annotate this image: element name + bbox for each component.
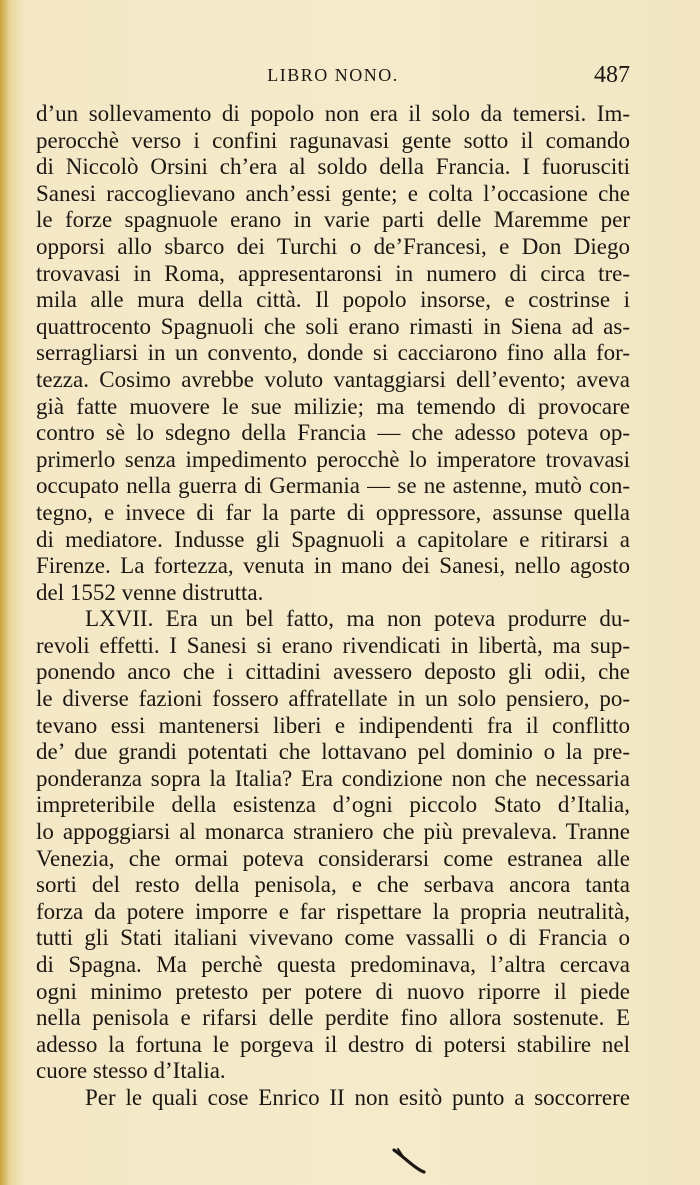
text-line: ponderanza sopra la Italia? Era condizione non che necessaria: [36, 765, 630, 791]
text-line: adesso la fortuna le porgeva il destro di potersi stabilire nel: [36, 1031, 630, 1057]
text-line: serragliarsi in un convento, donde si cacciarono fino alla for-: [36, 340, 630, 366]
text-line: revoli effetti. I Sanesi si erano rivendicati in libertà, ma sup-: [36, 632, 630, 658]
text-line: già fatte muovere le sue milizie; ma temendo di provocare: [36, 393, 630, 419]
text-line: tevano essi mantenersi liberi e indipendenti fra il conflitto: [36, 712, 630, 738]
text-line: trovavasi in Roma, appresentaronsi in numero di circa tre-: [36, 260, 630, 286]
text-line: tegno, e invece di far la parte di oppressore, assunse quella: [36, 499, 630, 525]
text-line: mila alle mura della città. Il popolo insorse, e costrinse i: [36, 287, 630, 313]
text-line: Venezia, che ormai poteva considerarsi come estranea alle: [36, 845, 630, 871]
text-line: nella penisola e rifarsi delle perdite fino allora sostenute. E: [36, 1005, 630, 1031]
text-line: lo appoggiarsi al monarca straniero che più prevaleva. Tranne: [36, 819, 630, 845]
text-line: Firenze. La fortezza, venuta in mano dei Sanesi, nello agosto: [36, 553, 630, 579]
page-number: 487: [594, 62, 630, 88]
text-line: impreteribile della esistenza d’ogni piccolo Stato d’Italia,: [36, 792, 630, 818]
text-line: quattrocento Spagnuoli che soli erano rimasti in Siena ad as-: [36, 313, 630, 339]
text-line: ponendo anco che i cittadini avessero deposto gli odii, che: [36, 659, 630, 685]
text-line: perocchè verso i confini ragunavasi gente sotto il comando: [36, 127, 630, 153]
text-line: primerlo senza impedimento perocchè lo imperatore trovavasi: [36, 446, 630, 472]
text-line: le diverse fazioni fossero affratellate in un solo pensiero, po-: [36, 686, 630, 712]
text-line: Sanesi raccoglievano anch’essi gente; e colta l’occasione che: [36, 180, 630, 206]
printer-mark-icon: [392, 1146, 426, 1176]
text-line: del 1552 venne distrutta.: [36, 579, 264, 605]
text-line: LXVII. Era un bel fatto, ma non poteva produrre du-: [85, 606, 630, 632]
text-line: de’ due grandi potentati che lottavano pel dominio o la pre-: [36, 739, 630, 765]
text-line: Per le quali cose Enrico II non esitò punto a soccorrere: [85, 1084, 630, 1110]
text-line: tutti gli Stati italiani vivevano come vassalli o di Francia o: [36, 925, 630, 951]
text-line: forza da potere imporre e far rispettare la propria neutralità,: [36, 898, 630, 924]
text-line: occupato nella guerra di Germania — se ne astenne, mutò con-: [36, 473, 630, 499]
running-head: LIBRO NONO.: [267, 65, 399, 85]
text-line: di Niccolò Orsini ch’era al soldo della Francia. I fuorusciti: [36, 154, 630, 180]
text-line: contro sè lo sdegno della Francia — che adesso poteva op-: [36, 420, 630, 446]
text-line: di mediatore. Indusse gli Spagnuoli a capitolare e ritirarsi a: [36, 526, 630, 552]
page-header: [36, 62, 630, 94]
text-line: opporsi allo sbarco dei Turchi o de’Francesi, e Don Diego: [36, 233, 630, 259]
text-line: cuore stesso d’Italia.: [36, 1058, 226, 1084]
text-line: ogni minimo pretesto per potere di nuovo riporre il piede: [36, 978, 630, 1004]
text-line: d’un sollevamento di popolo non era il solo da temersi. Im-: [36, 101, 630, 126]
text-line: le forze spagnuole erano in varie parti delle Maremme per: [36, 207, 630, 233]
text-line: di Spagna. Ma perchè questa predominava, l’altra cercava: [36, 952, 630, 977]
body-text: [36, 101, 630, 1112]
text-line: tezza. Cosimo avrebbe voluto vantaggiarsi dell’evento; aveva: [36, 366, 630, 392]
text-line: sorti del resto della penisola, e che serbava ancora tanta: [36, 872, 630, 898]
